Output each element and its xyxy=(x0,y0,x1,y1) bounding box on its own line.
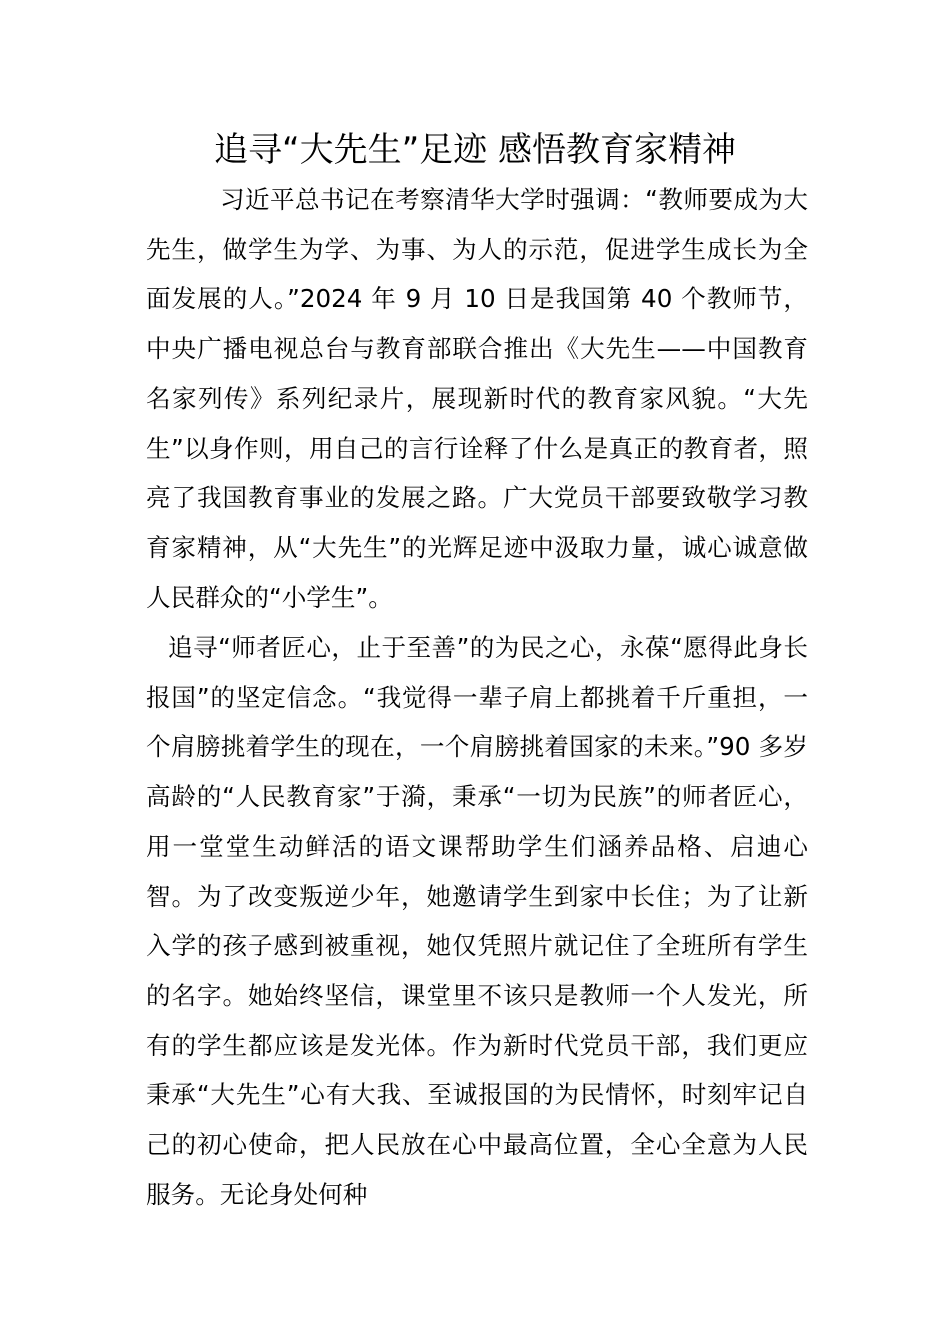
document-title: 追寻“大先生”足迹 感悟教育家精神 xyxy=(213,130,737,170)
paragraph-section-one: 追寻“师者匠心，止于至善”的为民之心，永葆“愿得此身长报国”的坚定信念。“我觉得一辈子肩上都挑着千斤重担，一个肩膀挑着学生的现在，一个肩膀挑着国家的未来。”90 多岁高龄的“人民教育家”于漪，秉承“一切为民族”的师者匠心，用一堂堂生动鲜活的语文课帮助学生们涵养品格、启迪心智。为了改变叛逆少年，她邀请学生到家中长住；为了让新入学的孩子感到被重视，她仅凭照片就记住了全班所有学生的名字。她始终坚信，课堂里不该只是教师一个人发光，所有的学生都应该是发光体。作为新时代党员干部，我们更应秉承“大先生”心有大我、至诚报国的为民情怀，时刻牢记自己的初心使命，把人民放在心中最高位置，全心全意为人民服务。无论身处何种 xyxy=(146,633,808,1209)
paragraph-intro: 习近平总书记在考察清华大学时强调：“教师要成为大先生，做学生为学、为事、为人的示范，促进学生成长为全面发展的人。”2024 年 9 月 10 日是我国第 40 个教师节，中央广播电视总台与教育部联合推出《大先生——中国教育名家列传》系列纪录片，展现新时代的教育家风貌。“大先生”以身作则，用自己的言行诠释了什么是真正的教育者，照亮了我国教育事业的发展之路。广大党员干部要致敬学习教育家精神，从“大先生”的光辉足迹中汲取力量，诚心诚意做人民群众的“小学生”。 xyxy=(146,185,808,612)
